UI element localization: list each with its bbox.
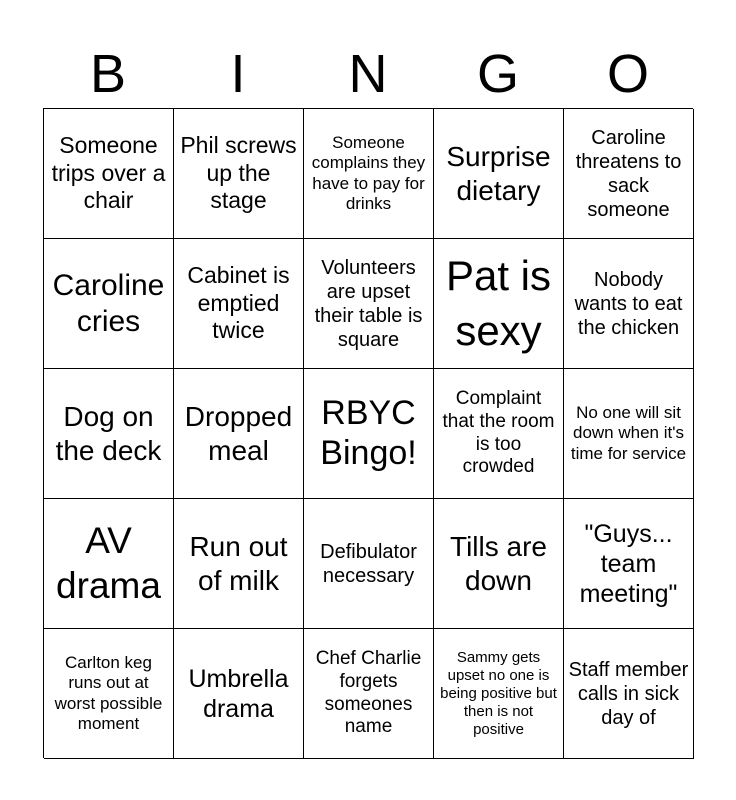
bingo-cell[interactable]: Dog on the deck xyxy=(44,369,174,499)
bingo-cell[interactable]: Chef Charlie forgets someones name xyxy=(304,629,434,759)
bingo-cell[interactable]: Umbrella drama xyxy=(174,629,304,759)
bingo-card-grid xyxy=(43,108,693,758)
bingo-cell[interactable]: Dropped meal xyxy=(174,369,304,499)
bingo-cell[interactable]: Cabinet is emptied twice xyxy=(174,239,304,369)
header-letter-b: B xyxy=(89,44,127,104)
bingo-cell[interactable]: AV drama xyxy=(44,499,174,629)
bingo-cell[interactable]: No one will sit down when it's time for service xyxy=(564,369,694,499)
bingo-cell[interactable]: Someone trips over a chair xyxy=(44,109,174,239)
bingo-header xyxy=(43,40,693,108)
bingo-cell[interactable]: Caroline cries xyxy=(44,239,174,369)
bingo-cell[interactable]: Sammy gets upset no one is being positive but then is not positive xyxy=(434,629,564,759)
header-letter-g: G xyxy=(476,44,519,104)
header-letter-o: O xyxy=(606,44,649,104)
bingo-cell[interactable]: Someone complains they have to pay for drinks xyxy=(304,109,434,239)
header-letter-i: I xyxy=(230,44,246,104)
bingo-cell[interactable]: Staff member calls in sick day of xyxy=(564,629,694,759)
bingo-cell[interactable]: Tills are down xyxy=(434,499,564,629)
bingo-cell[interactable]: Carlton keg runs out at worst possible moment xyxy=(44,629,174,759)
bingo-cell[interactable]: Nobody wants to eat the chicken xyxy=(564,239,694,369)
bingo-cell[interactable]: Run out of milk xyxy=(174,499,304,629)
header-letter-n: N xyxy=(348,44,388,104)
bingo-cell[interactable]: "Guys... team meeting" xyxy=(564,499,694,629)
bingo-cell-free-space[interactable]: RBYC Bingo! xyxy=(304,369,434,499)
bingo-cell[interactable]: Phil screws up the stage xyxy=(174,109,304,239)
bingo-cell[interactable]: Surprise dietary xyxy=(434,109,564,239)
bingo-cell[interactable]: Volunteers are upset their table is square xyxy=(304,239,434,369)
bingo-cell[interactable]: Caroline threatens to sack someone xyxy=(564,109,694,239)
bingo-cell[interactable]: Pat is sexy xyxy=(434,239,564,369)
bingo-cell[interactable]: Defibulator necessary xyxy=(304,499,434,629)
bingo-cell[interactable]: Complaint that the room is too crowded xyxy=(434,369,564,499)
